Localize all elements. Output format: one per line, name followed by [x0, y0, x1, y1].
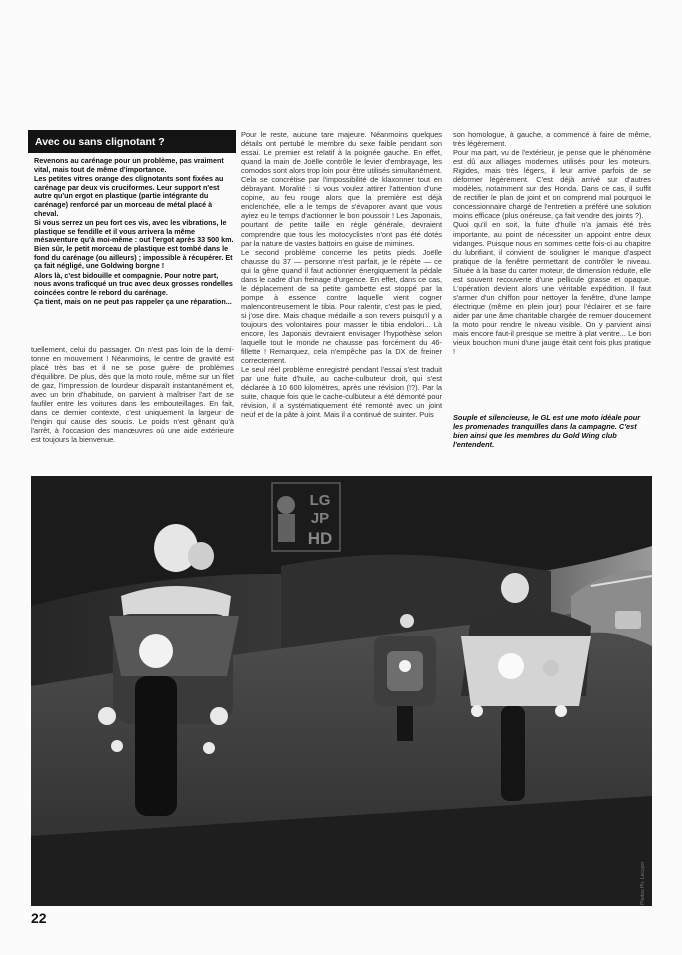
- article-paragraph: tuellement, celui du passager. On n'est pas loin de la demi-tonne en mouvement ! Néanmoins, le centre de gravité est placé très bas et il ne se pose guère de problèmes d'équilibre. De plus, dès que la moto roule, même sur un filet de gaz, l'impression de lourdeur disparaît instantanément et, avec un brin d'habitude, on parvient à maîtriser l'art de se faufiler entre les voitures dans les embouteillages. En fait, dans ce dernier contexte, c'est uniquement la largeur de l'engin qui cause des soucis. Le poids n'est gênant qu'à l'arrêt, à l'occasion des manœuvres où une aide extérieure est toujours la bienvenue.: [31, 345, 234, 445]
- article-paragraph: Quoi qu'il en soit, la fuite d'huile n'a jamais été très importante, au point de nécessiter un appoint entre deux vidanges. Puisque nous en sommes cette fois-ci au chapitre du lubrifiant, il convient de souligner le manque d'aspect pratique de la fenêtre permettant de contrôler le niveau. Située à la base du carter moteur, de dimension réduite, elle est souvent recouverte d'une pellicule grasse et opaque. L'opération devient alors une véritable expédition. Il faut s'armer d'un chiffon pour nettoyer la fenêtre, d'une lampe électrique (même en plein jour) pour l'éclairer et se faire aider par une âme charitable chargée de remuer doucement la moto pour rendre le niveau visible. On y parvient ainsi mais encore faut-il presque se mettre à plat ventre... Le bon vieux bouchon muni d'une jauge était cent fois plus pratique !: [453, 220, 651, 357]
- article-column-1: [31, 345, 234, 445]
- sidebar-paragraph: Revenons au carénage pour un problème, pas vraiment vital, mais tout de même d'importance.: [34, 156, 224, 174]
- article-paragraph: Le second problème concerne les petits pieds. Joëlle chausse du 37 — personne n'est parfait, je le répète — ce qui la gêne quand il faut actionner énergiquement la pédale dans le cadre d'un freinage d'urgence. En effet, dans ce cas, le déplacement de sa petite gambette est stoppé par la pompe à essence contre laquelle vient cogner malencontreusement le tibia. Pour ralentir, c'est pas le pied, si j'ose dire. Mais chaque médaille a son revers puisqu'il y a toujours des volontaires pour masser le tibia endolori... Là encore, les Japonais devraient envisager l'hypothèse selon laquelle tout le monde ne chausse pas forcément du 46-fillette ! Remarquez, cela n'empêche pas la DX de freiner correctement.: [241, 247, 442, 366]
- watermark-line: HD: [307, 529, 333, 548]
- photo-caption: Souple et silencieuse, le GL est une moto idéale pour les promenades tranquilles dans la campagne. C'est bien ainsi que les membres du Gold Wing club l'entendent.: [453, 413, 641, 449]
- sidebar-paragraph: Si vous serrez un peu fort ces vis, avec les vibrations, le plastique se fendille et il vous arrivera la même mésaventure qu'à moi-même : out l'ergot après 33 500 km. Bien sûr, le petit morceau de plastique est tombé dans le fond du carénage (ou ailleurs) ; impossible à récupérer. Et ça fait négligé, une Goldwing borgne !: [34, 217, 234, 271]
- sidebar-paragraph: Alors là, c'est bidouille et compagnie. Pour notre part, nous avons traficqué un truc avec deux grosses rondelles coincées contre le rebord du carénage.: [34, 270, 233, 298]
- watermark-line: JP: [310, 510, 330, 527]
- page-number: 22: [31, 910, 47, 926]
- watermark-logo: [270, 481, 342, 553]
- article-column-2: [241, 130, 442, 420]
- article-paragraph: son homologue, à gauche, a commencé à faire de même, très légèrement.: [453, 130, 651, 149]
- article-paragraph: Pour ma part, vu de l'extérieur, je pense que le phénomène est dû aux alliages modernes utilisés pour les moteurs. Rigides, mais très légers, il leur arrive parfois de se déformer légèrement. C'est déjà arrivé sur d'autres modèles, notamment sur des Honda. Dans ce cas, il suffit de rectifier le plan de joint et on comprend mal pourquoi le concessionnaire chargé de l'entretien a préféré une solution moins efficace (plus onéreuse, ça fait vendre des joints ?).: [453, 148, 651, 221]
- watermark-line: LG: [309, 492, 331, 509]
- sidebar-paragraph: Les petites vitres orange des clignotants sont fixées au carénage par deux vis cruciformes. Leur support n'est autre qu'un ergot en plastique (partie intégrante du carénage) renforcé par un morceau de métal placé à cheval.: [34, 173, 224, 218]
- article-paragraph: Pour le reste, aucune tare majeure. Néanmoins quelques détails ont pertubé le membre du sexe faible pendant son essai. Le premier est relatif à la poignée gauche. En effet, quand la main de Joëlle contrôle le levier d'embrayage, les comodos sont alors trop loin pour être utilisés simultanément. Cela se concrétise par l'impossibilité de klaxonner tout en débrayant. Moralité : si vous voulez attirer l'attention d'une copine, au feu rouge alors que la première est déjà enclenchée, elle a le temps de s'évaporer avant que vous ayiez eu le temps d'actionner le bon poussoir ! Les Japonais, pourtant de petite taille en règle générale, devraient comprendre que tous les motocyclistes n'ont pas été dotés par la nature de vastes battoirs en guise de mimines.: [241, 130, 442, 248]
- photo-credit: Photos Ph. Lecuyer: [640, 861, 646, 905]
- sidebar-title: Avec ou sans clignotant ?: [28, 130, 236, 153]
- article-paragraph: Le seul réel problème enregistré pendant l'essai s'est traduit par une fuite d'huile, au cache-culbuteur droit, qui s'est déclarée à 10 600 kilomètres, après une révision (!?). Par la suite, chaque fois que le cache-culbuteur a été démonté pour révision, il a systématiquement été remonté avec un joint neuf et de la pâte à joint. Mais il a continué de suinter. Puis: [241, 365, 442, 420]
- sidebar-body: [28, 153, 236, 307]
- sidebar-paragraph: Ça tient, mais on ne peut pas rappeler ça une réparation...: [34, 297, 232, 307]
- article-column-3: [453, 130, 651, 356]
- sidebar-box: [28, 130, 236, 307]
